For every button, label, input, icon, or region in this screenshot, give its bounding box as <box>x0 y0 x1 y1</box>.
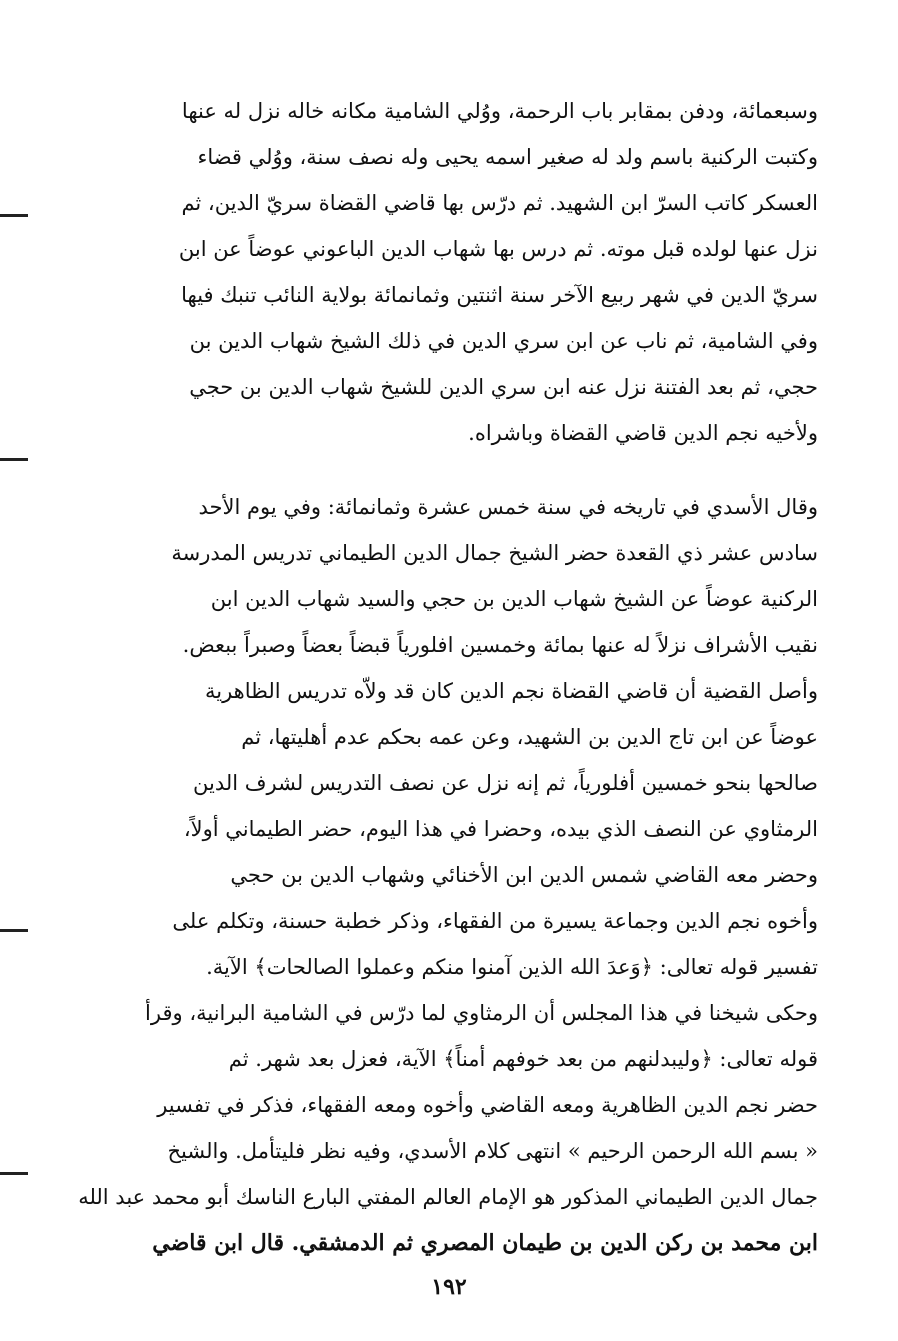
margin-mark <box>0 458 28 461</box>
paragraph-1 <box>70 88 818 456</box>
text-line: وحكى شيخنا في هذا المجلس أن الرمثاوي لما درّس في الشامية البرانية، وقرأ <box>145 1001 818 1025</box>
text-line: ابن محمد بن ركن الدين بن طيمان المصري ثم الدمشقي. قال ابن قاضي <box>152 1230 818 1256</box>
text-line: سريّ الدين في شهر ربيع الآخر سنة اثنتين وثمانمائة بولاية النائب تنبك فيها <box>181 283 818 307</box>
text-line: « بسم الله الرحمن الرحيم » انتهى كلام الأسدي، وفيه نظر فليتأمل. والشيخ <box>167 1139 818 1163</box>
margin-mark <box>0 214 28 217</box>
text-line: حضر نجم الدين الظاهرية ومعه القاضي وأخوه ومعه الفقهاء، فذكر في تفسير <box>157 1093 818 1117</box>
text-line: وقال الأسدي في تاريخه في سنة خمس عشرة وثمانمائة: وفي يوم الأحد <box>198 495 818 519</box>
text-line: تفسير قوله تعالى: ﴿وَعدَ الله الذين آمنوا منكم وعملوا الصالحات﴾ الآية. <box>206 955 818 979</box>
margin-mark <box>0 929 28 932</box>
margin-mark <box>0 1172 28 1175</box>
text-line: وأصل القضية أن قاضي القضاة نجم الدين كان قد ولاّه تدريس الظاهرية <box>204 679 818 703</box>
page-number: ١٩٢ <box>431 1274 467 1300</box>
text-line: وكتبت الركنية باسم ولد له صغير اسمه يحيى وله نصف سنة، ووُلي قضاء <box>197 145 818 169</box>
text-line: حجي، ثم بعد الفتنة نزل عنه ابن سري الدين للشيخ شهاب الدين بن حجي <box>189 375 818 399</box>
text-line: نزل عنها لولده قبل موته. ثم درس بها شهاب الدين الباعوني عوضاً عن ابن <box>178 237 818 261</box>
text-line: سادس عشر ذي القعدة حضر الشيخ جمال الدين الطيماني تدريس المدرسة <box>171 541 818 565</box>
text-line: وسبعمائة، ودفن بمقابر باب الرحمة، ووُلي الشامية مكانه خاله نزل له عنها <box>181 99 818 123</box>
text-line: العسكر كاتب السرّ ابن الشهيد. ثم درّس بها قاضي القضاة سريّ الدين، ثم <box>181 191 818 215</box>
text-line: عوضاً عن ابن تاج الدين بن الشهيد، وعن عمه بحكم عدم أهليتها، ثم <box>241 725 818 749</box>
text-line: وأخوه نجم الدين وجماعة يسيرة من الفقهاء، وذكر خطبة حسنة، وتكلم على <box>172 909 818 933</box>
text-line: ولأخيه نجم الدين قاضي القضاة وباشراه. <box>468 421 818 445</box>
text-line: صالحها بنحو خمسين أفلورياً، ثم إنه نزل عن نصف التدريس لشرف الدين <box>193 771 818 795</box>
text-line: الرمثاوي عن النصف الذي بيده، وحضرا في هذا اليوم، حضر الطيماني أولاً، <box>183 817 818 841</box>
text-line: وفي الشامية، ثم ناب عن ابن سري الدين في ذلك الشيخ شهاب الدين بن <box>189 329 818 353</box>
text-line: الركنية عوضاً عن الشيخ شهاب الدين بن حجي والسيد شهاب الدين ابن <box>210 587 818 611</box>
text-line: نقيب الأشراف نزلاً له عنها بمائة وخمسين افلورياً قبضاً بعضاً وصبراً ببعض. <box>182 633 818 657</box>
text-line: وحضر معه القاضي شمس الدين ابن الأخنائي وشهاب الدين بن حجي <box>230 863 818 887</box>
paragraph-2 <box>70 484 818 1266</box>
text-line: جمال الدين الطيماني المذكور هو الإمام العالم المفتي البارع الناسك أبو محمد عبد الله <box>78 1185 818 1209</box>
text-line: قوله تعالى: ﴿وليبدلنهم من بعد خوفهم أمناً﴾ الآية، فعزل بعد شهر. ثم <box>228 1047 818 1071</box>
